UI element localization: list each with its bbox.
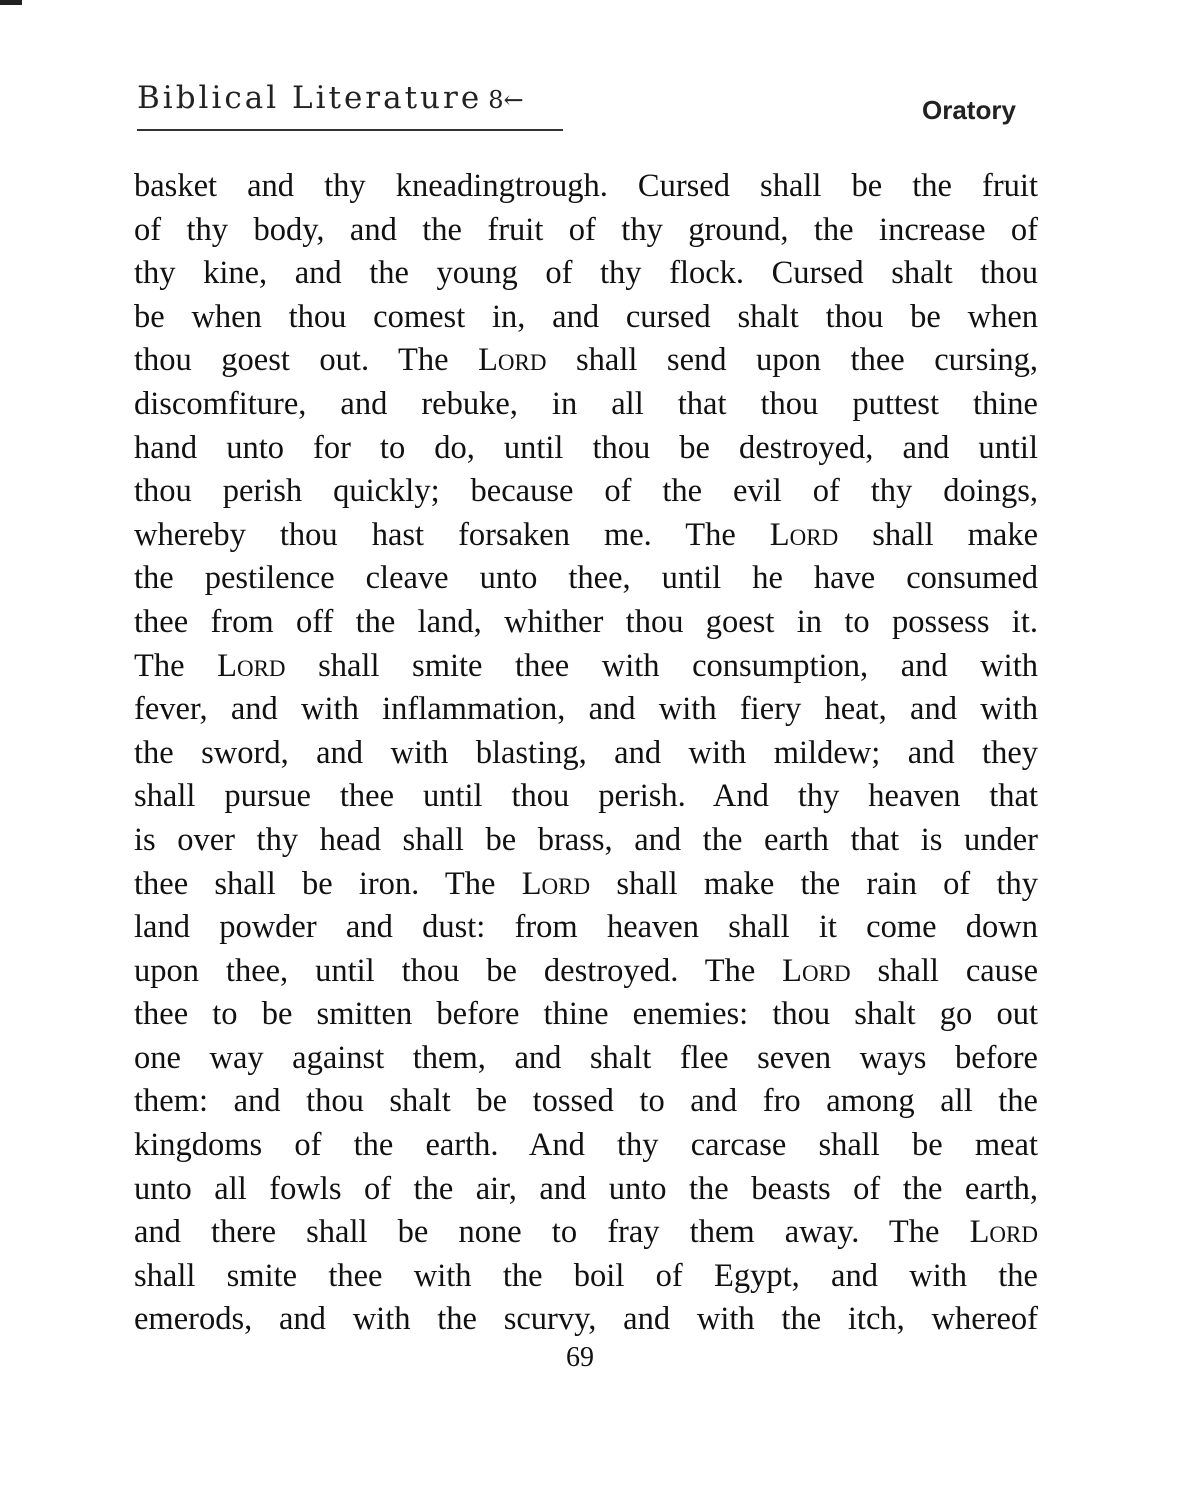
text-line: fever, and with inflammation, and with fiery heat, and with	[134, 691, 1038, 728]
text-line: shall pursue thee until thou perish. And thy heaven that	[134, 778, 1038, 815]
text-line: thou perish quickly; because of the evil of thy doings,	[134, 473, 1038, 510]
text-line: thee shall be iron. The Lord shall make the rain of thy	[134, 865, 1038, 902]
small-caps-word: Lord	[782, 952, 851, 989]
text-line: basket and thy kneadingtrough. Cursed shall be the fruit	[134, 168, 1038, 204]
text-line: one way against them, and shalt flee seven ways before	[134, 1039, 1038, 1076]
text-line: shall smite thee with the boil of Egypt, and with the	[134, 1257, 1038, 1294]
page-number: 69	[566, 1342, 594, 1373]
text-line: be when thou comest in, and cursed shalt thou be when	[134, 298, 1038, 335]
small-caps-word: Lord	[217, 647, 286, 684]
text-line: emerods, and with the scurvy, and with the itch, whereof	[134, 1301, 1038, 1338]
text-line: thy kine, and the young of thy flock. Cursed shalt thou	[134, 255, 1038, 292]
scan-mark	[0, 0, 22, 5]
text-line: land powder and dust: from heaven shall it come down	[134, 909, 1038, 946]
ornament-icon: 8←	[488, 86, 524, 114]
small-caps-word: Lord	[521, 865, 591, 902]
section-title: Oratory	[922, 95, 1016, 125]
text-line: the sword, and with blasting, and with mildew; and they	[134, 734, 1038, 771]
text-line: thee from off the land, whither thou goest in to possess it.	[134, 603, 1038, 640]
text-line: is over thy head shall be brass, and the earth that is under	[134, 821, 1038, 858]
text-line: hand unto for to do, until thou be destroyed, and until	[134, 429, 1038, 466]
text-line: the pestilence cleave unto thee, until he have consumed	[134, 560, 1038, 597]
text-line: thou goest out. The Lord shall send upon thee cursing,	[134, 342, 1038, 379]
text-line: kingdoms of the earth. And thy carcase shall be meat	[134, 1127, 1038, 1164]
body-text	[134, 165, 1038, 1342]
running-title: Biblical Literature	[137, 80, 483, 116]
small-caps-word: Lord	[969, 1214, 1038, 1251]
text-line: them: and thou shalt be tossed to and fro among all the	[134, 1083, 1038, 1120]
small-caps-word: Lord	[478, 342, 547, 379]
text-line: thee to be smitten before thine enemies: thou shalt go out	[134, 996, 1038, 1033]
running-head	[137, 80, 524, 116]
text-line: unto all fowls of the air, and unto the beasts of the earth,	[134, 1170, 1038, 1207]
text-line: upon thee, until thou be destroyed. The Lord shall cause	[134, 952, 1038, 989]
text-line: whereby thou hast forsaken me. The Lord shall make	[134, 516, 1038, 553]
text-line: The Lord shall smite thee with consumption, and with	[134, 647, 1038, 684]
text-line: discomfiture, and rebuke, in all that thou puttest thine	[134, 385, 1038, 422]
small-caps-word: Lord	[769, 516, 839, 553]
text-line: of thy body, and the fruit of thy ground, the increase of	[134, 211, 1038, 248]
text-line: and there shall be none to fray them away. The Lord	[134, 1214, 1038, 1251]
header-rule	[137, 129, 563, 131]
